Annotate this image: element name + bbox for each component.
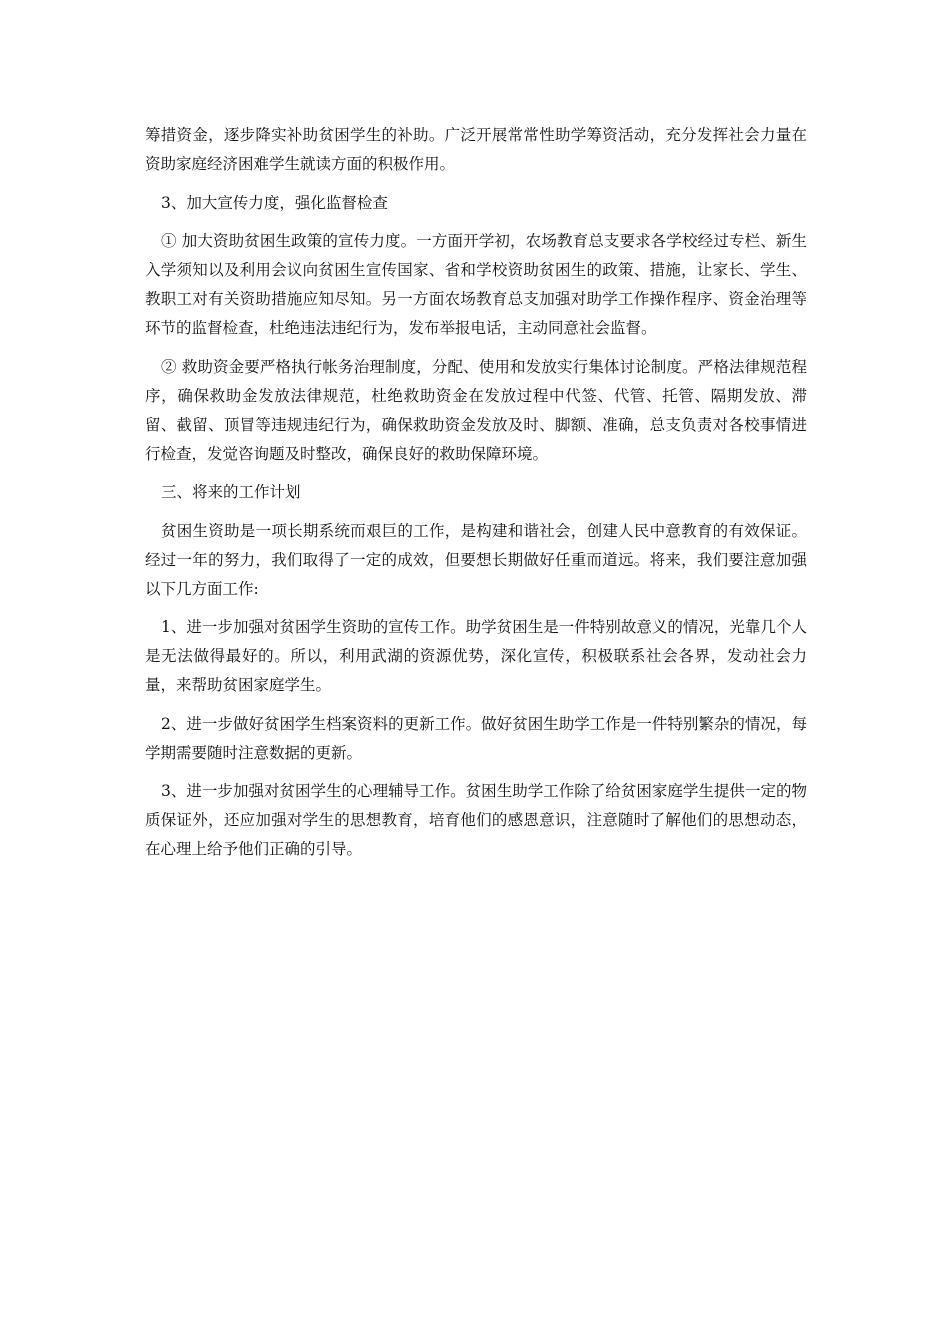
paragraph-continued-funding: 筹措资金，逐步降实补助贫困学生的补助。广泛开展常常性助学筹资活动，充分发挥社会力量在资助家庭经济困难学生就读方面的积极作用。 xyxy=(145,126,807,173)
paragraph-fund-management: ② 救助资金要严格执行帐务治理制度，分配、使用和发放实行集体讨论制度。严格法律规范程序，确保救助金发放法律规范，杜绝救助资金在发放过程中代签、代管、托管、隔期发放、滞留、截留、顶冒等违规违纪行为，确保救助资金发放及时、脚额、准确，总支负责对各校事情进行检查，发觉咨询题及时整改，确保良好的救助保障环境。 xyxy=(145,357,807,463)
paragraph-plan-item-3: 3、进一步加强对贫困学生的心理辅导工作。贫困生助学工作除了给贫困家庭学生提供一定的物质保证外，还应加强对学生的思想教育，培育他们的感恩意识，注意随时了解他们的思想动态，在心理上给予他们正确的引导。 xyxy=(145,782,807,858)
paragraph-policy-publicity: ① 加大资助贫困生政策的宣传力度。一方面开学初，农场教育总支要求各学校经过专栏、新生入学须知以及利用会议向贫困生宣传国家、省和学校资助贫困生的政策、措施，让家长、学生、教职工对有关资助措施应知尽知。另一方面农场教育总支加强对助学工作操作程序、资金治理等环节的监督检查，杜绝违法违纪行为，发布举报电话，主动同意社会监督。 xyxy=(145,232,807,337)
section-heading-publicity-supervision: 3、加大宣传力度，强化监督检查 xyxy=(161,193,388,212)
paragraph-plan-item-2: 2、进一步做好贫困学生档案资料的更新工作。做好贫困生助学工作是一件特别繁杂的情况，每学期需要随时注意数据的更新。 xyxy=(145,714,807,762)
paragraph-future-intro: 贫困生资助是一项长期系统而艰巨的工作，是构建和谐社会，创建人民中意教育的有效保证。经过一年的努力，我们取得了一定的成效，但要想长期做好任重而道远。将来，我们要注意加强以下几方面工作: xyxy=(145,521,807,598)
paragraph-plan-item-1: 1、进一步加强对贫困学生资助的宣传工作。助学贫困生是一件特别故意义的情况，光靠几个人是无法做得最好的。所以，利用武湖的资源优势，深化宣传，积极联系社会各界，发动社会力量，来帮助贫困家庭学生。 xyxy=(145,618,807,694)
document-body xyxy=(145,121,807,874)
section-heading-future-plan: 三、将来的工作计划 xyxy=(161,483,301,501)
